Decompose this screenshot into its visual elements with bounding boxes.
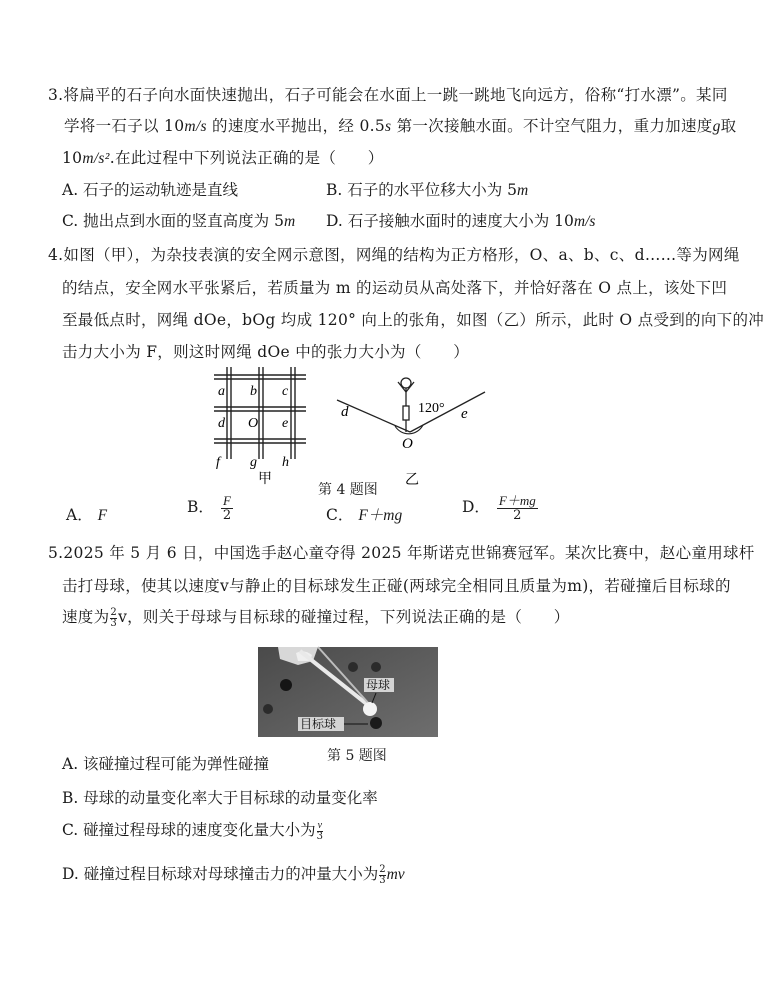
q5-figure-caption: 第 5 题图 (327, 748, 387, 764)
q3-stem-line-2 (64, 114, 736, 136)
q4-figure-yi-rope (335, 370, 495, 490)
performer-head (401, 378, 411, 388)
q3-text: 10 (62, 149, 83, 167)
q3-option-d[interactable] (326, 209, 595, 231)
fraction-numerator: 2 (110, 606, 118, 618)
net-node-b: b (250, 384, 257, 399)
q4-option-d[interactable] (462, 494, 540, 522)
q3-option-text: C. 抛出点到水面的竖直高度为 5 (62, 212, 284, 230)
q3-unit: m/s (184, 118, 207, 135)
q3-option-text: D. 石子接触水面时的速度大小为 10 (326, 212, 574, 230)
q5-option-d-fraction (379, 865, 385, 886)
q3-text: 的速度水平抛出，经 0.5 (206, 117, 386, 135)
q4-option-label: C． (326, 506, 354, 524)
fraction-denominator: 3 (316, 830, 324, 842)
q3-stem-line-1: 3.将扁平的石子向水面快速抛出，石子可能会在水面上一跳一跳地飞向远方，俗称“打水漂”。某同 (48, 86, 728, 104)
fraction-denominator: 2 (513, 507, 522, 523)
net-node-e: e (282, 416, 289, 431)
yi-node-d: d (341, 404, 349, 420)
q3-text: .在此过程中下列说法正确的是（ ） (109, 149, 384, 167)
figure-jia-label: 甲 (258, 472, 272, 487)
q5-text: 速度为 (62, 608, 110, 626)
q5-option-text: mv (386, 866, 405, 883)
q4-option-label: D． (462, 498, 490, 517)
q3-text: 第一次接触水面。不计空气阻力，重力加速度 (391, 117, 713, 135)
ball-red (371, 662, 381, 672)
angle-label: 120° (418, 401, 445, 416)
net-node-a: a (218, 384, 225, 399)
q5-option-d[interactable] (62, 862, 405, 886)
q3-unit: m (517, 182, 529, 199)
q5-snooker-photo (258, 647, 438, 737)
net-node-g: g (250, 455, 257, 470)
ball-red (263, 704, 273, 714)
q4-stem-line-3: 至最低点时，网绳 dOe，bOg 均成 120° 向上的张角，如图（乙）所示，此时 O 点受到的向下的冲 (62, 311, 764, 329)
q3-unit: m/s² (82, 150, 110, 167)
q3-text: 学将一石子以 10 (64, 117, 185, 135)
cue-ball (363, 702, 377, 716)
fraction-denominator: 3 (379, 874, 386, 886)
q4-option-a[interactable] (66, 503, 107, 525)
q4-option-b[interactable] (187, 494, 235, 522)
fraction-numerator: F＋mg (498, 493, 536, 508)
q3-option-c[interactable] (62, 209, 295, 231)
q4-stem-line-4: 击力大小为 F，则这时网绳 dOe 中的张力大小为（ ） (62, 343, 470, 361)
q5-option-c[interactable] (62, 818, 324, 842)
target-ball (370, 717, 382, 729)
ball-black (280, 679, 292, 691)
q5-stem-line-3 (62, 605, 570, 629)
q3-option-text: B. 石子的水平位移大小为 5 (326, 181, 518, 199)
q4-stem-line-2: 的结点，安全网水平张紧后，若质量为 m 的运动员从高处落下，并恰好落在 O 点上，该处下凹 (62, 279, 728, 297)
q3-symbol: g (712, 118, 721, 135)
q3-stem-line-3 (62, 146, 384, 168)
q4-figure-jia-net (210, 365, 315, 485)
ball-red (348, 662, 358, 672)
q4-option-value: F＋mg (358, 507, 403, 524)
fraction-denominator: 2 (222, 507, 232, 523)
q4-option-value: F (97, 507, 108, 524)
net-node-d: d (218, 416, 225, 431)
net-node-f: f (216, 455, 220, 470)
q5-stem-line-2: 击打母球，使其以速度v与静止的目标球发生正碰(两球完全相同且质量为m)，若碰撞后目标球的 (62, 577, 731, 595)
q3-text: 取 (720, 117, 737, 135)
q5-option-b[interactable]: B. 母球的动量变化率大于目标球的动量变化率 (62, 789, 378, 807)
q5-option-text: C. 碰撞过程母球的速度变化量大小为 (62, 821, 316, 839)
q5-velocity-fraction (110, 608, 117, 629)
q4-stem-line-1: 4.如图（甲），为杂技表演的安全网示意图，网绳的结构为正方格形，O、a、b、c、d……等为网绳 (48, 246, 740, 264)
q5-option-text: D. 碰撞过程目标球对母球撞击力的冲量大小为 (62, 865, 379, 883)
q5-option-c-fraction (317, 821, 323, 842)
net-node-O: O (248, 416, 259, 431)
figure-yi-label: 乙 (405, 473, 419, 488)
net-node-c: c (282, 384, 289, 399)
q3-unit: m (283, 213, 296, 230)
q3-unit: m/s (573, 213, 596, 230)
q4-option-d-fraction (497, 494, 538, 522)
net-node-h: h (282, 455, 289, 470)
q5-option-a[interactable]: A. 该碰撞过程可能为弹性碰撞 (62, 755, 270, 773)
q5-text: v，则关于母球与目标球的碰撞过程，下列说法正确的是（ ） (118, 608, 570, 626)
q4-option-b-fraction (221, 494, 233, 522)
fraction-numerator: 2 (379, 863, 386, 875)
q4-option-label: A． (66, 506, 93, 524)
q4-option-label: B． (187, 498, 214, 517)
q3-option-b[interactable] (326, 178, 528, 200)
fraction-numerator: F (221, 494, 233, 509)
fraction-denominator: 3 (110, 617, 118, 629)
q3-option-a[interactable]: A. 石子的运动轨迹是直线 (62, 181, 239, 199)
yi-node-e: e (461, 406, 468, 422)
q4-figure-caption: 第 4 题图 (318, 482, 378, 498)
target-ball-label: 目标球 (300, 717, 337, 731)
q3-unit: s (385, 118, 392, 135)
fraction-numerator: v (317, 819, 323, 831)
mother-ball-label: 母球 (366, 678, 391, 692)
q5-stem-line-1: 5.2025 年 5 月 6 日，中国选手赵心童夺得 2025 年斯诺克世锦赛冠军。某次比赛中，赵心童用球杆 (48, 544, 755, 562)
yi-node-O: O (402, 436, 413, 452)
q4-option-c[interactable] (326, 503, 402, 525)
